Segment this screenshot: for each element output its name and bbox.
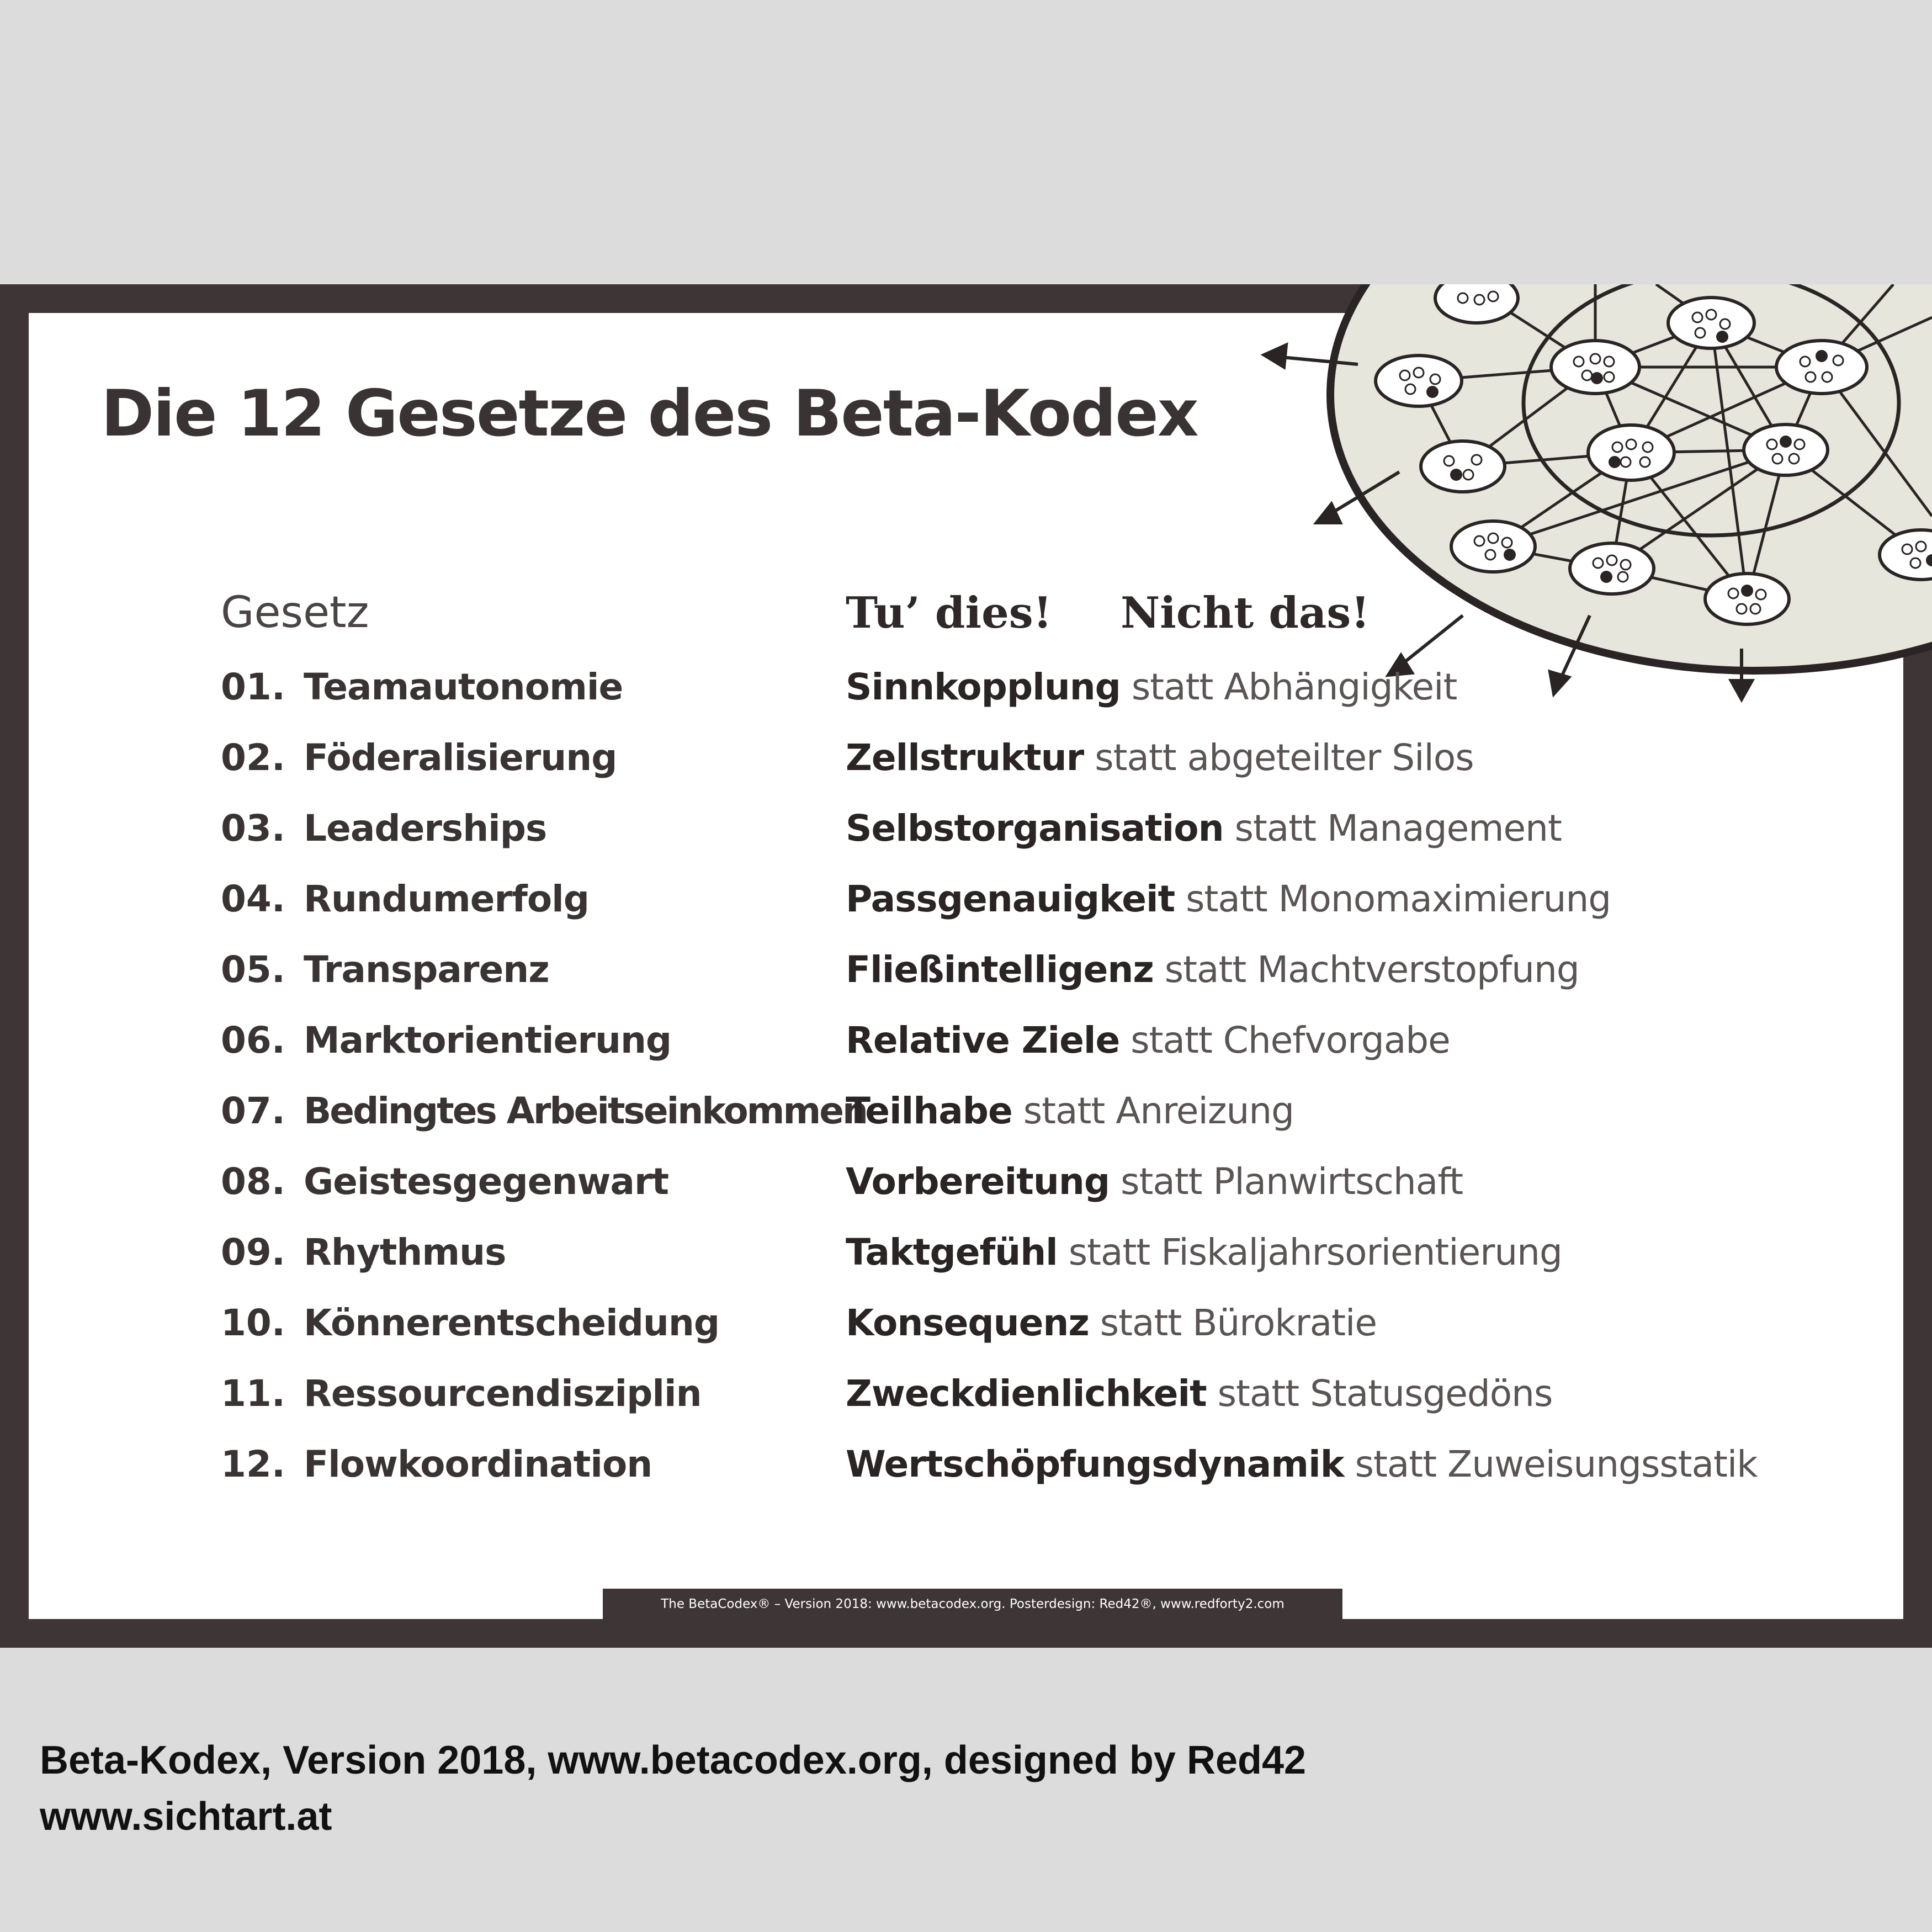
law-principle: [846, 804, 1562, 853]
do-text: Relative Ziele: [846, 1019, 1120, 1061]
law-name: Transparenz: [304, 948, 549, 991]
dont-text: Zuweisungsstatik: [1447, 1443, 1758, 1485]
law-name: Rundumerfolg: [304, 878, 590, 920]
statt-text: statt: [1186, 878, 1267, 920]
list-item: [0, 1298, 1932, 1369]
statt-text: statt: [1100, 1302, 1182, 1344]
list-item: [0, 1086, 1932, 1157]
statt-text: statt: [1023, 1090, 1105, 1132]
dont-text: Bürokratie: [1192, 1302, 1377, 1344]
law-number: 10.: [221, 1302, 285, 1344]
law-name: Flowkoordination: [304, 1443, 652, 1485]
list-item: [0, 1228, 1932, 1298]
do-text: Fließintelligenz: [846, 948, 1154, 991]
list-item: [0, 1157, 1932, 1228]
column-header-law: Gesetz: [221, 588, 369, 638]
list-item: [0, 1440, 1932, 1510]
statt-text: statt: [1095, 736, 1176, 779]
statt-text: statt: [1355, 1443, 1437, 1485]
law-name: Marktorientierung: [304, 1019, 672, 1061]
statt-text: statt: [1130, 1019, 1212, 1061]
law-principle: [846, 1369, 1552, 1419]
law-principle: [846, 1228, 1562, 1277]
law-number: 09.: [221, 1231, 285, 1273]
law-name: Leaderships: [304, 807, 547, 850]
list-item: [0, 1369, 1932, 1440]
law-name: Ressourcendisziplin: [304, 1372, 702, 1415]
list-item: [0, 733, 1932, 804]
do-text: Sinnkopplung: [846, 666, 1121, 708]
law-principle: [846, 1157, 1463, 1207]
dont-text: Management: [1327, 807, 1562, 850]
law-number: 02.: [221, 736, 285, 779]
column-header-dont: Nicht das!: [1121, 588, 1370, 638]
list-item: [0, 874, 1932, 945]
dont-text: Machtverstopfung: [1257, 948, 1579, 991]
law-number: 05.: [221, 948, 285, 991]
law-principle: [846, 945, 1579, 995]
page-title: Die 12 Gesetze des Beta-Kodex: [101, 376, 1198, 451]
list-item: [0, 945, 1932, 1016]
do-text: Zellstruktur: [846, 736, 1084, 779]
law-principle: [846, 1440, 1757, 1489]
law-number: 03.: [221, 807, 285, 850]
law-principle: [846, 733, 1474, 783]
do-text: Wertschöpfungsdynamik: [846, 1443, 1344, 1485]
law-name: Könnerentscheidung: [304, 1302, 720, 1344]
list-item: [0, 1016, 1932, 1086]
dont-text: abgeteilter Silos: [1187, 736, 1474, 779]
dont-text: Abhängigkeit: [1224, 666, 1457, 708]
list-item: [0, 804, 1932, 874]
dont-text: Monomaximierung: [1278, 878, 1611, 920]
do-text: Passgenauigkeit: [846, 878, 1175, 920]
law-number: 07.: [221, 1090, 285, 1132]
poster-credit: The BetaCodex® – Version 2018: www.betacodex.org. Posterdesign: Red42®, www.redforty2.com: [603, 1589, 1342, 1620]
dont-text: Fiskaljahrsorientierung: [1161, 1231, 1562, 1273]
law-principle: [846, 1016, 1450, 1065]
statt-text: statt: [1121, 1160, 1202, 1203]
do-text: Taktgefühl: [846, 1231, 1058, 1273]
law-number: 12.: [221, 1443, 285, 1485]
statt-text: statt: [1217, 1372, 1299, 1415]
caption-credit: Beta-Kodex, Version 2018, www.betacodex.org, designed by Red42: [40, 1738, 1307, 1782]
do-text: Konsequenz: [846, 1302, 1089, 1344]
law-principle: [846, 1298, 1377, 1348]
law-name: Teamautonomie: [304, 666, 623, 708]
law-principle: [846, 874, 1611, 924]
law-name: Bedingtes Arbeitseinkommen: [304, 1090, 867, 1132]
law-name: Rhythmus: [304, 1231, 506, 1273]
statt-text: statt: [1131, 666, 1213, 708]
law-number: 01.: [221, 666, 285, 708]
statt-text: statt: [1234, 807, 1317, 850]
caption-website: www.sichtart.at: [40, 1795, 332, 1839]
list-item: [0, 662, 1932, 733]
column-header-do: Tu’ dies!: [846, 588, 1052, 638]
statt-text: statt: [1164, 948, 1246, 991]
dont-text: Anreizung: [1116, 1090, 1294, 1132]
law-principle: [846, 662, 1457, 712]
law-number: 06.: [221, 1019, 285, 1061]
law-principle: [846, 1086, 1294, 1136]
do-text: Teilhabe: [846, 1090, 1012, 1132]
do-text: Zweckdienlichkeit: [846, 1372, 1207, 1415]
do-text: Vorbereitung: [846, 1160, 1110, 1203]
dont-text: Chefvorgabe: [1223, 1019, 1450, 1061]
law-name: Föderalisierung: [304, 736, 617, 779]
law-number: 04.: [221, 878, 285, 920]
dont-text: Statusgedöns: [1310, 1372, 1553, 1415]
statt-text: statt: [1068, 1231, 1150, 1273]
law-number: 11.: [221, 1372, 285, 1415]
law-name: Geistesgegenwart: [304, 1160, 669, 1203]
do-text: Selbstorganisation: [846, 807, 1224, 850]
dont-text: Planwirtschaft: [1213, 1160, 1463, 1203]
law-number: 08.: [221, 1160, 285, 1203]
